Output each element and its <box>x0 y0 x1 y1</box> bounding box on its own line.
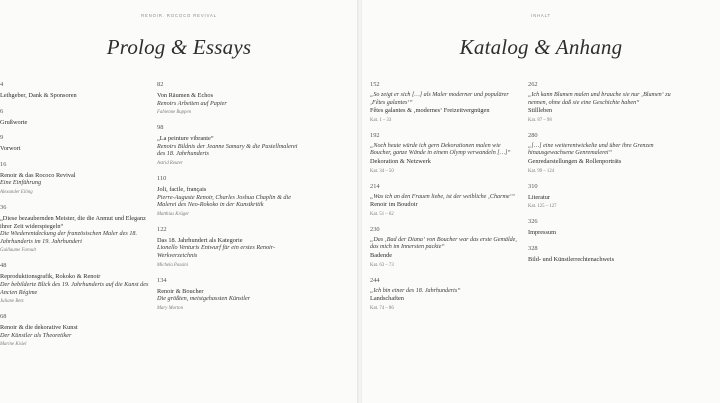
entry-heading: Impressum <box>528 229 556 237</box>
entry-heading: Landschaften <box>370 295 404 303</box>
page-number: 98 <box>157 124 164 132</box>
running-head: INHALT <box>531 13 551 18</box>
page-number: 244 <box>370 276 380 284</box>
catalogue-range: Kat. 34 – 50 <box>370 168 394 174</box>
catalogue-range: Kat. 87 – 98 <box>528 117 552 123</box>
entry-quote: „Das ‚Bad der Diana‘ von Boucher war das erste Gemälde, das mich im Innersten packte“ <box>370 236 517 251</box>
entry-heading: Literatur <box>528 193 551 201</box>
entry-author: Guillaume Faroult <box>0 248 36 254</box>
toc-entry <box>370 132 520 175</box>
entry-heading: Stillleben <box>528 107 553 115</box>
toc-column <box>157 81 307 320</box>
entry-subtitle: Der bebilderte Blick des 19. Jahrhunderts auf die Kunst des Ancien Régime <box>0 280 149 296</box>
entry-heading: Das 18. Jahrhundert als Kategorie <box>157 236 243 244</box>
entry-heading: Dekoration & Netzwerk <box>370 157 431 165</box>
entry-author: Marine Kisiel <box>0 342 27 348</box>
catalogue-range: Kat. 63 – 73 <box>370 262 394 268</box>
entry-subtitle: Pierre-Auguste Renoir, Charles Joshua Chaplin & die Malerei des Neo-Rokoko in der Kunstkritik <box>157 193 291 209</box>
entry-heading: Renoir & Boucher <box>157 287 204 295</box>
toc-entry <box>528 218 678 237</box>
page-number: 82 <box>157 81 164 88</box>
page-number: 36 <box>0 203 7 211</box>
entry-quote: „Ich bin einer des 18. Jahrhunderts“ <box>370 287 461 294</box>
toc-entry <box>528 245 678 264</box>
page-number: 134 <box>157 276 167 284</box>
toc-entry <box>157 124 307 167</box>
toc-entry <box>0 262 150 305</box>
toc-entry <box>0 204 150 254</box>
entry-quote: „Noch heute würde ich gern Dekorationen malen wie Boucher, ganze Wände in einem Olymp verwandeln […]“ <box>370 142 511 157</box>
catalogue-range: Kat. 51 – 62 <box>370 211 394 217</box>
entry-heading: „Diese bezaubernden Meister, die die Anmut und Eleganz ihrer Zeit widerspiegeln“ <box>0 214 146 230</box>
entry-author: Matthias Krüger <box>157 211 190 217</box>
entry-heading: Genredarstellungen & Rollenporträts <box>528 157 622 165</box>
right-page <box>362 0 720 403</box>
toc-entry <box>370 277 520 312</box>
entry-heading: Leihgeber, Dank & Sponsoren <box>0 92 77 99</box>
entry-heading: Grußworte <box>0 118 28 126</box>
page-number: 6 <box>0 107 4 115</box>
page-number: 230 <box>370 225 380 233</box>
entry-heading: Renoir & das Rococo Revival <box>0 171 76 179</box>
toc-entry <box>528 81 678 124</box>
entry-quote: „So zeigt er sich […] als Maler moderner und populärer ‚Fêtes galantes‘“ <box>370 92 509 106</box>
entry-heading: Vorwort <box>0 145 21 153</box>
toc-entry <box>157 226 307 269</box>
toc-entry <box>0 313 150 348</box>
page-number: 4 <box>0 81 4 88</box>
entry-author: Juliane Betz <box>0 299 24 305</box>
catalogue-range: Kat. 1 – 33 <box>370 117 392 123</box>
toc-entry <box>157 81 307 116</box>
toc-entry <box>0 108 150 127</box>
page-title: Katalog & Anhang <box>459 35 623 59</box>
page-number: 326 <box>528 218 538 226</box>
page-number: 192 <box>370 131 380 139</box>
toc-entry <box>157 175 307 218</box>
entry-author: Mary Morton <box>157 305 183 311</box>
toc-entry <box>0 81 150 100</box>
entry-heading: Bild- und Künstlerrechtenachweis <box>528 255 615 263</box>
running-head: RENOIR. ROCOCO REVIVAL <box>141 13 217 18</box>
entry-subtitle: Die größten, meistgehassten Künstler <box>157 295 251 303</box>
entry-quote: „[…] eine weiterentwickelte und über ihre Grenzen hinausgewachsene Genremalerei“ <box>528 142 654 157</box>
catalogue-range: Kat. 125 – 127 <box>528 204 557 210</box>
entry-author: Fabienne Ruppen <box>157 110 191 116</box>
entry-author: Astrid Reuter <box>157 160 183 166</box>
page-number: 280 <box>528 131 538 139</box>
toc-entry <box>528 132 678 175</box>
catalogue-range: Kat. 74 – 86 <box>370 305 394 311</box>
toc-column <box>528 81 678 271</box>
page-number: 110 <box>157 174 167 182</box>
toc-entry <box>0 134 150 153</box>
entry-heading: Renoir im Boudoir <box>370 201 418 209</box>
entry-author: Alexander Eiling <box>0 189 33 195</box>
page-number: 262 <box>528 81 538 88</box>
page-title: Prolog & Essays <box>106 35 252 59</box>
entry-heading: Badende <box>370 251 393 259</box>
entry-subtitle: Lionello Venturis Entwurf für ein erstes Renoir-Werkverzeichnis <box>157 244 276 259</box>
toc-column <box>0 81 150 356</box>
entry-heading: Fêtes galantes & ‚modernes‘ Freizeitvergnügen <box>370 107 490 115</box>
page-number: 16 <box>0 160 7 168</box>
entry-subtitle: Eine Einführung <box>0 179 42 187</box>
entry-heading: Renoir & die dekorative Kunst <box>0 324 78 332</box>
entry-subtitle: Renoirs Arbeiten auf Papier <box>157 99 227 107</box>
page-number: 328 <box>528 244 538 252</box>
toc-entry <box>370 226 520 269</box>
entry-heading: Von Räumen & Echos <box>157 92 214 99</box>
entry-heading: Reproduktionsgrafik, Rokoko & Renoir <box>0 273 101 281</box>
page-number: 214 <box>370 182 380 190</box>
toc-entry <box>0 161 150 196</box>
toc-entry <box>157 277 307 312</box>
entry-heading: Joli, facile, français <box>157 185 207 193</box>
toc-column <box>370 81 520 320</box>
page-number: 122 <box>157 225 167 233</box>
page-number: 9 <box>0 134 4 142</box>
entry-subtitle: Renoirs Bildnis der Jeanne Samary & die Pastellmalerei des 18. Jahrhunderts <box>157 142 298 158</box>
entry-author: Michela Passini <box>157 262 189 268</box>
entry-subtitle: Die Wiederentdeckung der französischen Maler des 18. Jahrhunderts im 19. Jahrhundert <box>0 230 138 245</box>
catalogue-range: Kat. 99 – 124 <box>528 168 555 174</box>
page-number: 152 <box>370 81 380 88</box>
toc-entry <box>370 81 520 124</box>
entry-subtitle: Der Künstler als Theoretiker <box>0 331 72 339</box>
entry-quote: „Was ich an den Frauen liebe, ist der weibliche ‚Charme‘“ <box>370 193 515 200</box>
entry-quote: „Ich kann Blumen malen und brauche sie nur ‚Blumen‘ zu nennen, ohne daß sie eine Geschichte haben“ <box>528 92 671 106</box>
left-page <box>0 0 358 403</box>
page-number: 68 <box>0 313 7 321</box>
toc-entry <box>528 183 678 211</box>
entry-heading: „La peinture vibrante“ <box>157 135 214 143</box>
page-number: 310 <box>528 182 538 190</box>
page-number: 48 <box>0 262 7 270</box>
toc-entry <box>370 183 520 218</box>
